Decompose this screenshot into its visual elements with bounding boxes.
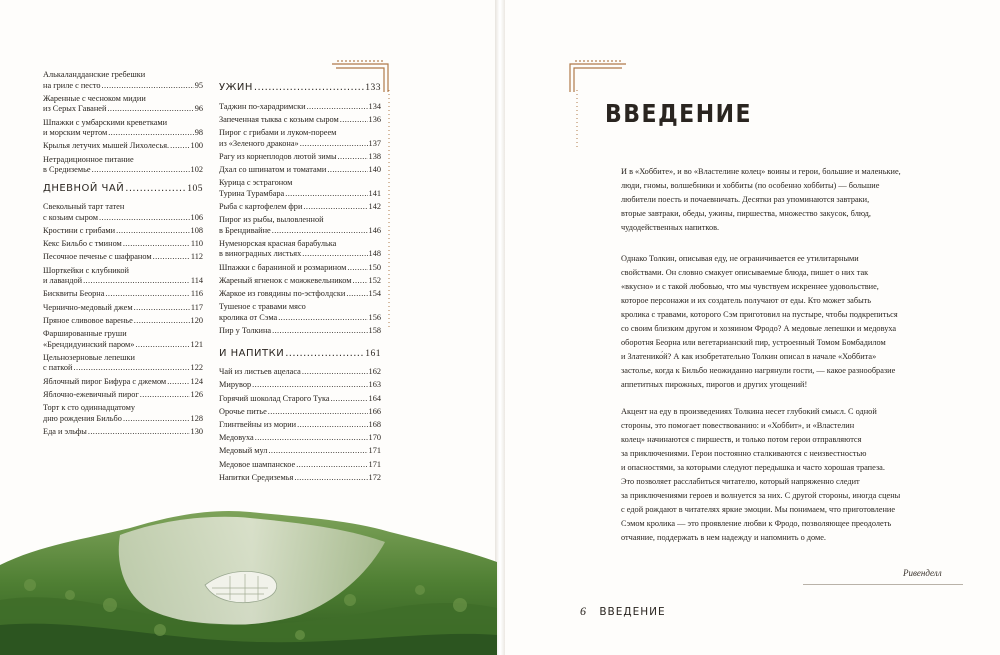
toc-entry-title: на гриле с песто: [43, 80, 101, 90]
toc-entry: [43, 303, 203, 314]
toc-entry: [219, 394, 381, 405]
toc-entry-line: [43, 303, 203, 314]
toc-page-number: 168: [368, 419, 381, 429]
toc-entry: [219, 128, 381, 149]
toc-leader-dots: [307, 102, 368, 113]
toc-entry: [219, 289, 381, 300]
toc-page-number: 137: [368, 138, 381, 148]
toc-heading-afternoon-tea: [43, 184, 203, 195]
toc-page-number: 128: [190, 413, 203, 423]
toc-page-number: 102: [190, 165, 203, 175]
toc-entry-title: Напитки Средиземья: [219, 472, 294, 482]
page-folio: [580, 604, 666, 619]
paragraph-line: люди, гномы, волшебники и хоббиты (по особенно хоббиты) — большие: [621, 181, 880, 190]
toc-entry-title: Медовый мул: [219, 446, 268, 456]
toc-entry: [43, 118, 203, 139]
toc-entry: [219, 102, 381, 113]
paragraph-line: и опасностями, за которыми следуют передышка и часто хорошая трапеза.: [621, 463, 885, 472]
toc-entry-line: [219, 202, 381, 213]
toc-entry-line: [43, 276, 203, 287]
toc-entry: [43, 70, 203, 91]
toc-heading-page: 161: [365, 348, 381, 359]
toc-entry-line: [219, 326, 381, 337]
toc-page-number: 172: [368, 472, 381, 482]
toc-entry-title: Бисквиты Беорна: [43, 289, 105, 299]
corner-ornament-right: [568, 58, 628, 94]
toc-entry: [43, 403, 203, 424]
toc-entry-line: [219, 433, 381, 444]
paragraph-line: чудодейственных напитков.: [621, 223, 720, 232]
toc-page-number: 110: [190, 239, 203, 249]
running-head: ВВЕДЕНИЕ: [599, 606, 666, 618]
toc-entry-line: [219, 313, 381, 324]
toc-leader-dots: [102, 81, 194, 92]
toc-entry-title-line: Свекольный тарт татен: [43, 202, 125, 212]
toc-entry-title-line: Торт к сто одиннадцатому: [43, 402, 136, 412]
toc-leader-dots: [272, 326, 367, 337]
toc-entry-line: [219, 289, 381, 300]
toc-section-afternoon-tea: [43, 202, 203, 437]
toc-page-number: 163: [368, 380, 381, 390]
toc-entry-title: в Брендивайне: [219, 225, 271, 235]
toc-page-number: 170: [368, 433, 381, 443]
toc-entry-title: Песочное печенье с шафраном: [43, 252, 152, 262]
toc-page-number: 171: [368, 446, 381, 456]
toc-page-number: 162: [368, 367, 381, 377]
toc-entry-title: Горячий шоколад Старого Тука: [219, 393, 330, 403]
toc-entry-title: Мирувор: [219, 380, 252, 390]
toc-entry-line: [219, 165, 381, 176]
toc-entry: [219, 165, 381, 176]
toc-page-number: 140: [368, 164, 381, 174]
toc-entry-line: [43, 141, 203, 152]
toc-entry-title-line: Курица с эстрагоном: [219, 178, 293, 188]
toc-entry-title-line: Шпажки с умбарскими креветками: [43, 117, 168, 127]
toc-page-number: 136: [368, 114, 381, 124]
toc-entry-line: [43, 104, 203, 115]
toc-entry-title: Рыба с картофелем фри: [219, 201, 303, 211]
toc-entry-title-line: Тушеное с травами мясо: [219, 302, 306, 312]
toc-leader-dots: [116, 226, 189, 237]
toc-leader-dots: [83, 276, 190, 287]
toc-entry: [43, 289, 203, 300]
toc-page-number: 120: [190, 315, 203, 325]
toc-page-number: 150: [368, 262, 381, 272]
toc-entry-title: в виноградных листьях: [219, 249, 302, 259]
paragraph-line: со своим близким другом и хозяином Фродо? А медовые лепешки и медовуха: [621, 324, 897, 333]
toc-heading-page: 133: [365, 83, 381, 93]
toc-leader-dots: [338, 152, 368, 163]
toc-page-number: 148: [368, 249, 381, 259]
toc-entry-title: Яблочно-ежевичный пирог: [43, 389, 139, 399]
toc-leader-dots: [331, 394, 368, 405]
toc-entry-title-line: Жаренные с чесноком мидии: [43, 93, 146, 103]
toc-entry-title-line: Пирог с грибами и луком-пореем: [219, 127, 337, 137]
toc-leader-dots: [255, 433, 368, 444]
toc-entry-title: Глинтвейны из мории: [219, 419, 297, 429]
toc-entry: [219, 263, 381, 274]
toc-heading-drinks: [219, 349, 381, 360]
toc-leader-dots: [74, 363, 190, 374]
toc-leader-dots: [272, 226, 368, 237]
toc-section-drinks: [219, 367, 381, 483]
toc-page-number: 146: [368, 225, 381, 235]
toc-entry-line: [43, 81, 203, 92]
toc-entry: [43, 94, 203, 115]
toc-entry-line: [219, 367, 381, 378]
paragraph-line: которое персонажи и их создатель получают от еды. Кто может забыть: [621, 296, 872, 305]
toc-entry-title-line: Цельнозерновые лепешки: [43, 352, 135, 362]
toc-entry-title: Чай из листьев ацеласа: [219, 367, 301, 377]
toc-entry-line: [219, 380, 381, 391]
toc-leader-dots: [252, 380, 367, 391]
toc-entry-title-line: Нетрадиционное питание: [43, 154, 134, 164]
paragraph-line: оборотня Беорна или вегетарианский пир, устроенный Томом Бомбадилом: [621, 338, 886, 347]
toc-entry: [219, 178, 381, 199]
paragraph-line: свойствами. Он словно смакует описываемые блюда, пишет о них так: [621, 268, 869, 277]
toc-entry-line: [219, 139, 381, 150]
toc-entry-line: [219, 115, 381, 126]
toc-entry: [219, 407, 381, 418]
toc-leader-dots: [302, 249, 367, 260]
toc-leader-dots: [135, 340, 189, 351]
toc-page-number: 95: [194, 80, 203, 90]
toc-entry: [43, 353, 203, 374]
toc-entry-line: [219, 152, 381, 163]
toc-leader-dots: [88, 427, 190, 438]
toc-entry: [43, 239, 203, 250]
paragraph-line: и Златенико́й? А как изобретательно Толкин описал в начале «Хоббита»: [621, 352, 877, 361]
paragraph-line: колец» начинаются с пиршеств, и только потом герои отправляются: [621, 435, 862, 444]
toc-entry-line: [43, 316, 203, 327]
page-title: ВВЕДЕНИЕ: [605, 100, 753, 129]
toc-entry: [43, 202, 203, 223]
toc-entry: [219, 215, 381, 236]
toc-page-number: 96: [194, 104, 203, 114]
toc-leader-dots: [347, 263, 367, 274]
toc-leader-dots: [167, 377, 189, 388]
toc-entry: [43, 316, 203, 327]
toc-leader-dots: [107, 104, 193, 115]
toc-entry-title: и лавандой: [43, 276, 83, 286]
toc-page-number: 156: [368, 312, 381, 322]
toc-page-number: 117: [190, 302, 203, 312]
page-number: 6: [580, 604, 587, 618]
toc-entry-title-line: Шорткейки с клубникой: [43, 265, 129, 275]
toc-entry-title: Кростини с грибами: [43, 226, 116, 236]
toc-entry-line: [219, 473, 381, 484]
toc-entry: [219, 446, 381, 457]
toc-entry-title: с паткой: [43, 363, 73, 373]
toc-leader-dots: [285, 189, 367, 200]
toc-entry-title: и морским чертом: [43, 128, 108, 138]
toc-leader-dots: [278, 313, 367, 324]
toc-entry-title: Запеченная тыква с козьим сыром: [219, 114, 339, 124]
toc-entry-title: Крылья летучих мышей Лихолесья.: [43, 141, 170, 151]
toc-leader-dots: [303, 202, 367, 213]
toc-heading-supper: [219, 83, 381, 94]
intro-paragraph-3: [621, 405, 936, 545]
toc-entry: [219, 202, 381, 213]
toc-entry-line: [219, 460, 381, 471]
toc-leader-dots: [134, 316, 190, 327]
toc-section-supper: [219, 102, 381, 337]
toc-page-number: 106: [190, 212, 203, 222]
toc-entry: [43, 377, 203, 388]
toc-page-number: 171: [368, 459, 381, 469]
toc-entry-title: Шпажки с бараниной и розмарином: [219, 262, 347, 272]
toc-page-number: 108: [190, 226, 203, 236]
paragraph-line: Однако Толкин, описывая еду, не ограничивается ее утилитарными: [621, 254, 859, 263]
paragraph-line: Это позволяет расслабиться читателю, который напряженно следит: [621, 477, 860, 486]
toc-entry-line: [219, 102, 381, 113]
toc-column-2: [219, 83, 381, 486]
toc-entry: [43, 155, 203, 176]
toc-entry-line: [43, 390, 203, 401]
paragraph-line: с едой рождают в читателях яркие эмоции. Мы понимаем, что приготовление: [621, 505, 896, 514]
caption-rule: [803, 584, 963, 585]
toc-entry-line: [43, 377, 203, 388]
paragraph-line: вторые завтраки, обеды, ужины, пиршества, множество закусок, блюд,: [621, 209, 871, 218]
toc-entry-title-line: Нуменорская красная барабулька: [219, 238, 337, 248]
toc-entry: [219, 433, 381, 444]
toc-leader-dots: [296, 460, 367, 471]
toc-entry: [43, 329, 203, 350]
toc-leader-dots: [134, 303, 190, 314]
toc-entry-title: из Серых Гаваней: [43, 104, 107, 114]
toc-entry-title: Кекс Бильбо с тмином: [43, 239, 122, 249]
paragraph-line: отчаяние, поддержать в нем надежду и напомнить о доме.: [621, 533, 827, 542]
toc-entry: [43, 141, 203, 152]
toc-leader-dots: [123, 414, 190, 425]
toc-entry: [219, 367, 381, 378]
toc-page-number: 134: [368, 101, 381, 111]
toc-entry: [43, 390, 203, 401]
toc-entry: [219, 115, 381, 126]
toc-entry-title: Медовое шампанское: [219, 459, 296, 469]
toc-entry-title: Турина Турамбара: [219, 188, 285, 198]
intro-paragraph-1: [621, 165, 936, 235]
toc-entry: [219, 326, 381, 337]
rivendell-illustration: [0, 490, 497, 655]
toc-page-number: 116: [190, 289, 203, 299]
toc-entry-title: Рагу из корнеплодов лютой зимы: [219, 151, 337, 161]
toc-entry-line: [219, 249, 381, 260]
toc-entry-title: Медовуха: [219, 433, 254, 443]
toc-entry-line: [43, 414, 203, 425]
toc-entry-title: из «Зеленого дракона»: [219, 138, 299, 148]
toc-leader-dots: [99, 213, 190, 224]
toc-leader-dots: [327, 165, 367, 176]
paragraph-line: за приключениями. Герои постоянно сталкиваются с неизвестностью: [621, 449, 867, 458]
toc-page-number: 164: [368, 393, 381, 403]
toc-entry: [43, 252, 203, 263]
toc-entry: [219, 239, 381, 260]
paragraph-line: Сэмом кролика — это проявление любви к Фродо, позволяющее преодолеть: [621, 519, 892, 528]
toc-entry-title: Пряное сливовое варенье: [43, 315, 133, 325]
toc-entry: [219, 380, 381, 391]
toc-leader-dots: [140, 390, 190, 401]
toc-entry-title: в Средиземье: [43, 165, 91, 175]
toc-leader-dots: [108, 128, 194, 139]
toc-leader-dots: [268, 446, 367, 457]
toc-leader-dots: [302, 367, 368, 378]
paragraph-line: аппетитных пирожных, пирогов и других угощений!: [621, 380, 808, 389]
toc-entry-line: [219, 263, 381, 274]
toc-entry: [219, 460, 381, 471]
toc-entry-line: [219, 394, 381, 405]
toc-leader-dots: [297, 420, 367, 431]
toc-entry: [43, 226, 203, 237]
toc-section-appetizers: [43, 70, 203, 176]
dotted-border-left: [385, 90, 393, 330]
paragraph-line: кролика с травами, которого Сэм приготовил на пустыре, чтобы подкрепиться: [621, 310, 898, 319]
toc-entry-title: Яблочный пирог Бифура с джемом: [43, 376, 167, 386]
dotted-border-right: [573, 90, 581, 150]
toc-entry: [219, 152, 381, 163]
paragraph-line: стороны, это помогает повествованию: и «Хоббит», и «Властелин: [621, 421, 855, 430]
paragraph-line: за приключениями героев и волнуется за них. С другой стороны, иногда сцены: [621, 491, 901, 500]
toc-page-number: 98: [194, 128, 203, 138]
toc-entry-line: [43, 239, 203, 250]
toc-entry-title: Жареный ягненок с можжевельником: [219, 275, 352, 285]
toc-entry: [219, 420, 381, 431]
toc-entry-title: кролика от Сэма: [219, 312, 278, 322]
toc-leader-dots: [340, 115, 368, 126]
toc-page-number: 100: [190, 141, 203, 151]
toc-entry-line: [43, 289, 203, 300]
toc-entry-title: Чернично-медовый джем: [43, 302, 133, 312]
toc-leader-dots: [294, 473, 367, 484]
toc-entry-line: [219, 226, 381, 237]
toc-entry-title: с козьим сыром: [43, 212, 98, 222]
toc-heading-label: И НАПИТКИ: [219, 347, 285, 359]
toc-entry-line: [219, 446, 381, 457]
paragraph-line: застолье, когда к Бильбо неожиданно нагрянули гости, — какое разнообразие: [621, 366, 896, 375]
toc-leader-dots: [153, 252, 190, 263]
toc-leader-dots: [123, 239, 190, 250]
toc-page-number: 114: [190, 276, 203, 286]
toc-leader-dots: [353, 276, 368, 287]
toc-entry-line: [43, 340, 203, 351]
toc-entry-line: [219, 420, 381, 431]
toc-entry: [43, 266, 203, 287]
paragraph-line: «вкусно» и с такой любовью, что мы чувствуем искреннее удовольствие,: [621, 282, 879, 291]
toc-page-number: 121: [190, 339, 203, 349]
toc-entry-line: [219, 189, 381, 200]
toc-page-number: 141: [368, 188, 381, 198]
toc-page-number: 158: [368, 326, 381, 335]
toc-page-number: 138: [368, 151, 381, 161]
toc-entry-line: [43, 252, 203, 263]
paragraph-line: Акцент на еду в произведениях Толкина несет глубокий смысл. С одной: [621, 407, 877, 416]
paragraph-line: любители поесть и почаевничать. Десятки раз упоминаются завтраки,: [621, 195, 870, 204]
toc-entry: [219, 473, 381, 484]
toc-entry-title: Еда и эльфы: [43, 426, 87, 436]
toc-entry: [219, 302, 381, 323]
toc-entry-line: [43, 226, 203, 237]
toc-leader-dots: [170, 141, 189, 152]
toc-page-number: 166: [368, 406, 381, 416]
toc-leader-dots: [92, 165, 190, 176]
toc-leader-dots: [300, 139, 368, 150]
toc-page-number: 126: [190, 389, 203, 399]
toc-heading-label: ДНЕВНОЙ ЧАЙ: [43, 182, 125, 194]
toc-entry-title: дню рождения Бильбо: [43, 413, 122, 423]
toc-entry-title-line: Алькаландданские гребешки: [43, 70, 146, 79]
illustration-caption: Ривенделл: [903, 568, 942, 578]
toc-entry-title-line: Фаршированные груши: [43, 329, 127, 338]
paragraph-line: И в «Хоббите», и во «Властелине колец» воины и герои, большие и маленькие,: [621, 167, 901, 176]
toc-entry-title: «Брендидуинский паром»: [43, 339, 135, 349]
toc-entry-title: Дхал со шпинатом и томатами: [219, 164, 327, 174]
toc-entry-line: [43, 213, 203, 224]
toc-leader-dots: [105, 289, 189, 300]
toc-entry-line: [43, 427, 203, 438]
toc-entry-title: Таджин по-харадримски: [219, 101, 306, 111]
toc-heading-page: 105: [187, 183, 203, 194]
toc-heading-label: УЖИН: [219, 82, 253, 93]
toc-leader-dots: [346, 289, 367, 300]
toc-entry-title: Пир у Толкина: [219, 326, 272, 335]
toc-entry-line: [219, 407, 381, 418]
toc-entry-line: [43, 128, 203, 139]
toc-page-number: 112: [190, 252, 203, 262]
toc-page-number: 130: [190, 426, 203, 436]
toc-leader-dots: [268, 407, 368, 418]
intro-paragraph-2: [621, 252, 936, 392]
toc-page-number: 154: [368, 289, 381, 299]
toc-page-number: 142: [368, 201, 381, 211]
toc-entry-line: [43, 363, 203, 374]
toc-page-number: 124: [190, 376, 203, 386]
toc-entry: [219, 276, 381, 287]
toc-entry-title: Орочье питье: [219, 406, 267, 416]
toc-entry-line: [43, 165, 203, 176]
toc-entry-title-line: Пирог из рыбы, выловленной: [219, 215, 324, 225]
toc-entry-title: Жаркое из говядины по-эстфолдски: [219, 289, 346, 299]
toc-entry: [43, 427, 203, 438]
toc-page-number: 122: [190, 363, 203, 373]
toc-page-number: 152: [368, 275, 381, 285]
toc-entry-line: [219, 276, 381, 287]
toc-column-1: [43, 70, 203, 440]
